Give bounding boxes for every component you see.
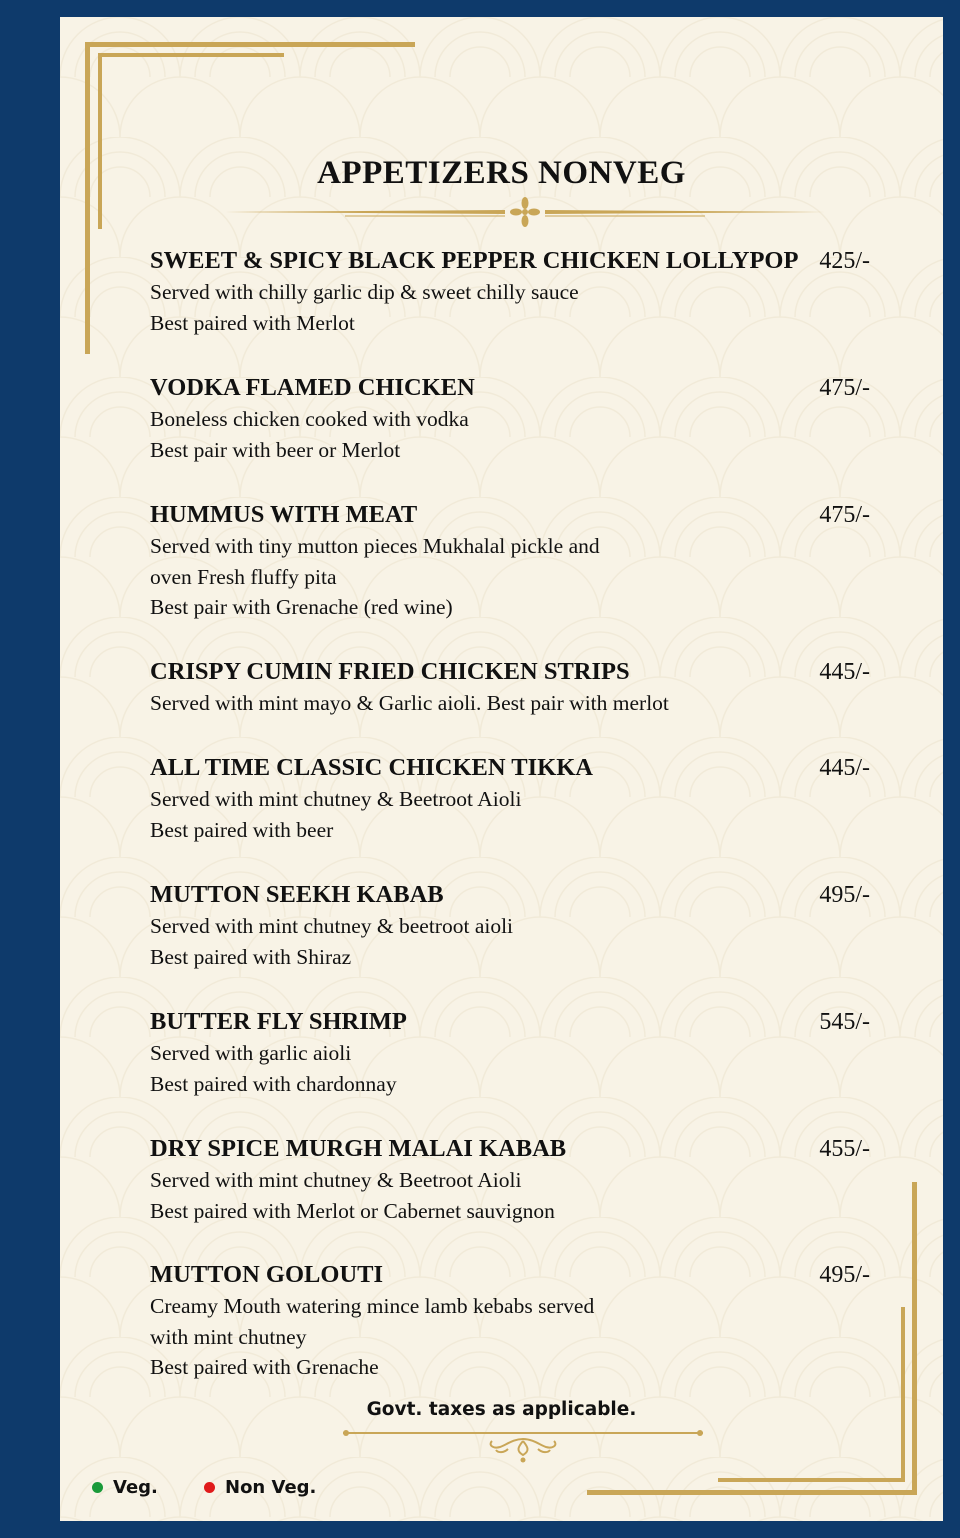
item-pairing: Best paired with Shiraz bbox=[150, 944, 352, 969]
menu-item bbox=[150, 1006, 870, 1099]
item-description: oven Fresh fluffy pita bbox=[150, 564, 337, 589]
item-price: 455/- bbox=[819, 1136, 870, 1162]
menu-item bbox=[150, 499, 870, 623]
menu-item bbox=[150, 656, 870, 719]
item-name: MUTTON GOLOUTI bbox=[150, 1261, 384, 1288]
legend-veg-label: Veg. bbox=[113, 1477, 158, 1498]
item-pairing: Best paired with beer bbox=[150, 817, 334, 842]
item-price: 475/- bbox=[819, 375, 870, 401]
item-name: VODKA FLAMED CHICKEN bbox=[150, 374, 475, 401]
item-description: Served with chilly garlic dip & sweet chilly sauce bbox=[150, 280, 579, 304]
item-pairing: Best paired with Merlot bbox=[150, 310, 355, 335]
frame-top-left-v2 bbox=[98, 53, 102, 229]
item-description: with mint chutney bbox=[150, 1324, 307, 1349]
frame-bottom-right-h1 bbox=[587, 1490, 917, 1495]
item-description: Served with tiny mutton pieces Mukhalal pickle and bbox=[150, 534, 600, 558]
legend-nonveg bbox=[204, 1477, 316, 1498]
item-description: Served with mint chutney & Beetroot Aioli bbox=[150, 787, 522, 811]
bottom-flourish-ornament bbox=[338, 1425, 708, 1465]
frame-top-left-h1 bbox=[85, 42, 415, 47]
item-price: 445/- bbox=[819, 659, 870, 685]
item-name: HUMMUS WITH MEAT bbox=[150, 501, 418, 528]
item-price: 495/- bbox=[819, 1262, 870, 1288]
nonveg-dot-icon bbox=[204, 1482, 215, 1493]
frame-bottom-right-v2 bbox=[901, 1307, 905, 1482]
menu-item bbox=[150, 752, 870, 845]
item-name: CRISPY CUMIN FRIED CHICKEN STRIPS bbox=[150, 658, 630, 685]
item-description: Served with mint chutney & beetroot aioli bbox=[150, 914, 514, 938]
item-name: MUTTON SEEKH KABAB bbox=[150, 881, 444, 908]
item-description: Served with garlic aioli bbox=[150, 1041, 352, 1065]
item-price: 545/- bbox=[819, 1009, 870, 1035]
menu-card bbox=[60, 17, 943, 1521]
legend-veg bbox=[92, 1477, 158, 1498]
frame-top-left-h2 bbox=[98, 53, 284, 57]
title-divider-ornament bbox=[225, 197, 825, 227]
item-pairing: Best pair with Grenache (red wine) bbox=[150, 595, 453, 619]
menu-item bbox=[150, 372, 870, 465]
item-pairing: Best paired with Merlot or Cabernet sauvignon bbox=[150, 1198, 555, 1223]
menu-item bbox=[150, 879, 870, 972]
item-name: DRY SPICE MURGH MALAI KABAB bbox=[150, 1135, 567, 1162]
menu-item bbox=[150, 1259, 870, 1383]
item-description: Creamy Mouth watering mince lamb kebabs served bbox=[150, 1294, 595, 1318]
item-name: SWEET & SPICY BLACK PEPPER CHICKEN LOLLYPOP bbox=[150, 247, 799, 274]
item-price: 495/- bbox=[819, 882, 870, 908]
item-price: 475/- bbox=[819, 502, 870, 528]
item-description: Served with mint chutney & Beetroot Aioli bbox=[150, 1168, 522, 1192]
item-pairing: Best pair with beer or Merlot bbox=[150, 437, 401, 462]
item-pairing: Best paired with Grenache bbox=[150, 1355, 379, 1379]
menu-item bbox=[150, 245, 870, 338]
page-title: APPETIZERS NONVEG bbox=[317, 155, 686, 191]
frame-bottom-right-h2 bbox=[718, 1478, 905, 1482]
item-pairing: Best paired with chardonnay bbox=[150, 1071, 397, 1096]
menu-item bbox=[150, 1133, 870, 1226]
frame-top-left-v1 bbox=[85, 42, 90, 354]
item-price: 445/- bbox=[819, 755, 870, 781]
item-name: BUTTER FLY SHRIMP bbox=[150, 1008, 407, 1035]
item-price: 425/- bbox=[819, 248, 870, 274]
legend-nonveg-label: Non Veg. bbox=[225, 1477, 317, 1498]
tax-note: Govt. taxes as applicable. bbox=[366, 1399, 637, 1420]
item-description: Served with mint mayo & Garlic aioli. Best pair with merlot bbox=[150, 691, 669, 715]
item-name: ALL TIME CLASSIC CHICKEN TIKKA bbox=[150, 754, 593, 781]
frame-bottom-right-v1 bbox=[912, 1182, 917, 1495]
veg-dot-icon bbox=[92, 1482, 103, 1493]
item-description: Boneless chicken cooked with vodka bbox=[150, 407, 469, 431]
